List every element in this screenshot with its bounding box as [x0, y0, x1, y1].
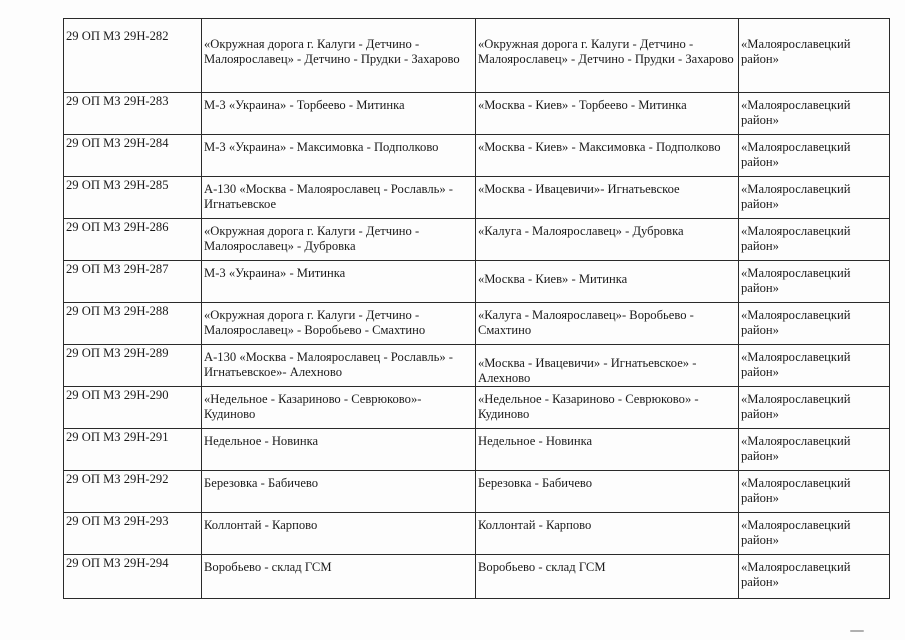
new-name-cell	[476, 555, 739, 599]
old-name-cell	[202, 19, 476, 93]
district-text: «Малоярославецкий район»	[741, 266, 851, 295]
district-text: «Малоярославецкий район»	[741, 560, 851, 589]
district-cell	[739, 93, 890, 135]
table-row	[64, 429, 890, 471]
old-name-text: М-3 «Украина» - Максимовка - Подполково	[204, 140, 439, 154]
table-row	[64, 219, 890, 261]
old-name-cell	[202, 303, 476, 345]
road-code-cell: 29 ОП МЗ 29Н-285	[64, 177, 202, 219]
district-text: «Малоярославецкий район»	[741, 392, 851, 421]
new-name-cell	[476, 219, 739, 261]
district-cell	[739, 219, 890, 261]
old-name-text: Воробьево - склад ГСМ	[204, 560, 332, 574]
new-name-cell	[476, 19, 739, 93]
new-name-text: Недельное - Новинка	[478, 434, 593, 448]
district-cell	[739, 177, 890, 219]
road-code-cell: 29 ОП МЗ 29Н-286	[64, 219, 202, 261]
old-name-text: «Недельное - Казариново - Севрюково»- Кудиново	[204, 392, 422, 421]
old-name-text: Березовка - Бабичево	[204, 476, 319, 490]
road-code-cell: 29 ОП МЗ 29Н-293	[64, 513, 202, 555]
new-name-cell	[476, 345, 739, 387]
old-name-text: «Окружная дорога г. Калуги - Детчино - Малоярославец» - Дубровка	[204, 224, 420, 253]
table-row	[64, 93, 890, 135]
scan-speck	[850, 630, 864, 632]
district-text: «Малоярославецкий район»	[741, 224, 851, 253]
road-code-cell: 29 ОП МЗ 29Н-283	[64, 93, 202, 135]
new-name-cell	[476, 93, 739, 135]
new-name-text: «Москва - Ивацевичи»- Игнатьевское	[478, 182, 680, 196]
road-code-cell: 29 ОП МЗ 29Н-294	[64, 555, 202, 599]
old-name-cell	[202, 387, 476, 429]
road-code-cell: 29 ОП МЗ 29Н-290	[64, 387, 202, 429]
district-cell	[739, 387, 890, 429]
new-name-text: Березовка - Бабичево	[478, 476, 593, 490]
new-name-cell	[476, 387, 739, 429]
road-code-cell: 29 ОП МЗ 29Н-292	[64, 471, 202, 513]
district-cell	[739, 555, 890, 599]
table-row	[64, 513, 890, 555]
table-row	[64, 19, 890, 93]
old-name-cell	[202, 177, 476, 219]
old-name-text: «Окружная дорога г. Калуги - Детчино - Малоярославец» - Детчино - Прудки - Захарово	[204, 37, 460, 66]
new-name-cell	[476, 135, 739, 177]
new-name-text: Коллонтай - Карпово	[478, 518, 592, 532]
new-name-text: «Недельное - Казариново - Севрюково» - Кудиново	[478, 392, 699, 421]
district-text: «Малоярославецкий район»	[741, 434, 851, 463]
old-name-cell	[202, 93, 476, 135]
district-text: «Малоярославецкий район»	[741, 518, 851, 547]
district-cell	[739, 261, 890, 303]
old-name-cell	[202, 135, 476, 177]
old-name-text: М-3 «Украина» - Торбеево - Митинка	[204, 98, 405, 112]
district-cell	[739, 135, 890, 177]
new-name-cell	[476, 429, 739, 471]
table-row	[64, 387, 890, 429]
old-name-cell	[202, 429, 476, 471]
district-cell	[739, 19, 890, 93]
old-name-cell	[202, 555, 476, 599]
new-name-text: «Москва - Ивацевичи» - Игнатьевское» - Алехново	[478, 356, 697, 385]
table-row	[64, 555, 890, 599]
district-text: «Малоярославецкий район»	[741, 98, 851, 127]
old-name-text: М-3 «Украина» - Митинка	[204, 266, 346, 280]
road-code-cell: 29 ОП МЗ 29Н-288	[64, 303, 202, 345]
new-name-text: Воробьево - склад ГСМ	[478, 560, 606, 574]
table-row	[64, 303, 890, 345]
table-row	[64, 135, 890, 177]
road-code-cell: 29 ОП МЗ 29Н-282	[64, 19, 202, 93]
table-row	[64, 177, 890, 219]
new-name-cell	[476, 261, 739, 303]
district-text: «Малоярославецкий район»	[741, 140, 851, 169]
old-name-text: А-130 «Москва - Малоярославец - Рославль» - Игнатьевское	[204, 182, 453, 211]
new-name-cell	[476, 177, 739, 219]
roads-table	[63, 18, 890, 599]
new-name-cell	[476, 513, 739, 555]
district-text: «Малоярославецкий район»	[741, 37, 851, 66]
district-cell	[739, 429, 890, 471]
district-cell	[739, 513, 890, 555]
new-name-text: «Москва - Киев» - Торбеево - Митинка	[478, 98, 687, 112]
old-name-cell	[202, 471, 476, 513]
table-row	[64, 345, 890, 387]
table-row	[64, 471, 890, 513]
district-cell	[739, 303, 890, 345]
new-name-text: «Москва - Киев» - Максимовка - Подполково	[478, 140, 721, 154]
old-name-text: «Окружная дорога г. Калуги - Детчино - Малоярославец» - Воробьево - Смахтино	[204, 308, 426, 337]
district-cell	[739, 345, 890, 387]
district-text: «Малоярославецкий район»	[741, 182, 851, 211]
old-name-text: Коллонтай - Карпово	[204, 518, 318, 532]
old-name-text: Недельное - Новинка	[204, 434, 319, 448]
new-name-text: «Калуга - Малоярославец» - Дубровка	[478, 224, 684, 238]
new-name-cell	[476, 471, 739, 513]
road-code-cell: 29 ОП МЗ 29Н-284	[64, 135, 202, 177]
old-name-cell	[202, 219, 476, 261]
road-code-cell: 29 ОП МЗ 29Н-287	[64, 261, 202, 303]
road-code-cell: 29 ОП МЗ 29Н-289	[64, 345, 202, 387]
district-text: «Малоярославецкий район»	[741, 350, 851, 379]
old-name-cell	[202, 261, 476, 303]
new-name-text: «Москва - Киев» - Митинка	[478, 272, 628, 286]
new-name-text: «Окружная дорога г. Калуги - Детчино - Малоярославец» - Детчино - Прудки - Захарово	[478, 37, 734, 66]
road-code-cell: 29 ОП МЗ 29Н-291	[64, 429, 202, 471]
district-text: «Малоярославецкий район»	[741, 308, 851, 337]
district-text: «Малоярославецкий район»	[741, 476, 851, 505]
district-cell	[739, 471, 890, 513]
new-name-cell	[476, 303, 739, 345]
old-name-text: А-130 «Москва - Малоярославец - Рославль» - Игнатьевское»- Алехново	[204, 350, 453, 379]
old-name-cell	[202, 513, 476, 555]
table-row	[64, 261, 890, 303]
new-name-text: «Калуга - Малоярославец»- Воробьево - Смахтино	[478, 308, 694, 337]
old-name-cell	[202, 345, 476, 387]
